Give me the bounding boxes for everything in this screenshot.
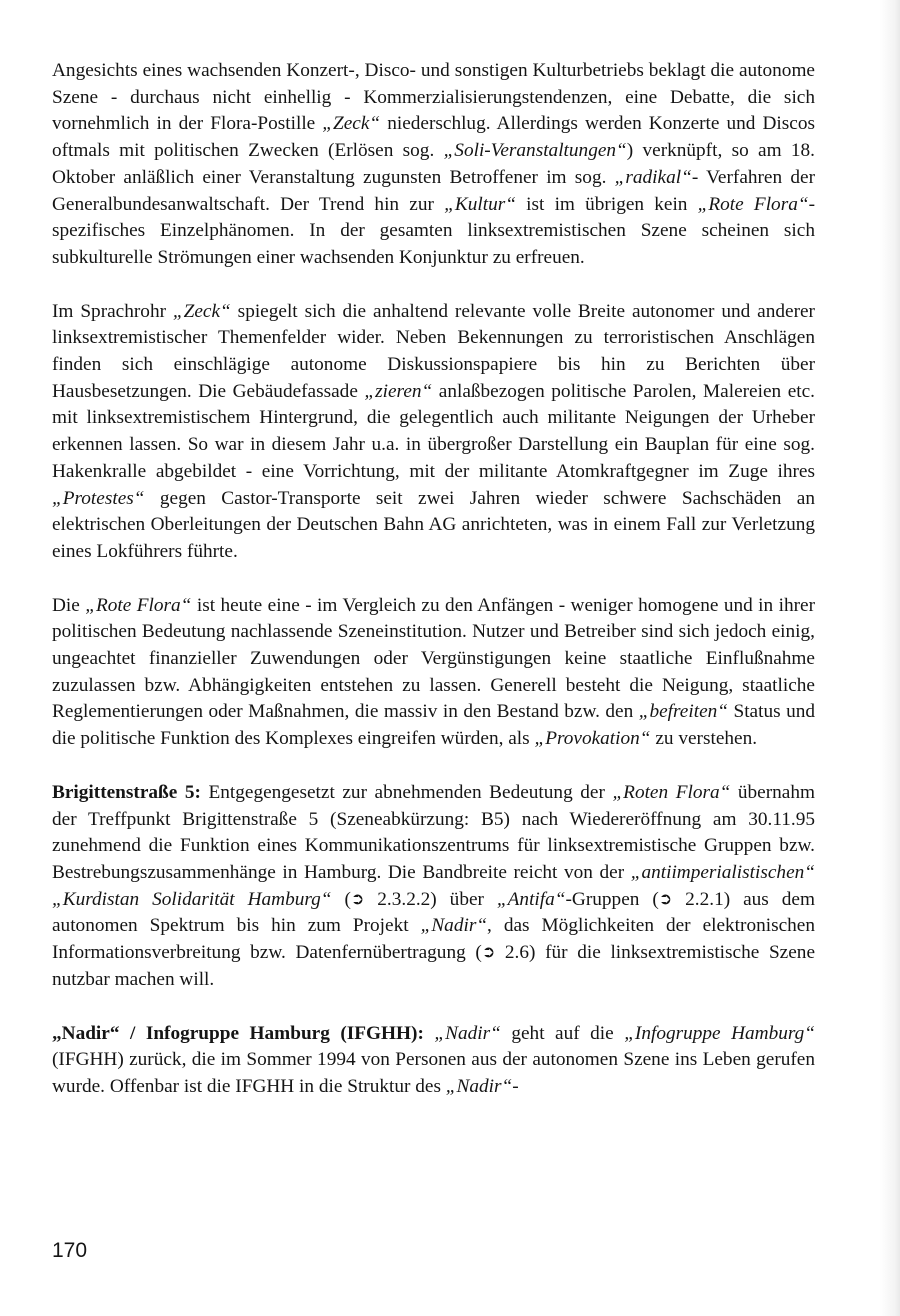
italic-term: „Nadir“	[420, 915, 488, 937]
italic-term: „Rote Flora“	[85, 594, 192, 616]
text-run	[424, 1023, 435, 1044]
body-text	[52, 58, 815, 1101]
section-heading: „Nadir“ / Infogruppe Hamburg (IFGHH):	[52, 1022, 424, 1044]
italic-term: „Antifa“	[496, 888, 566, 910]
italic-term: „Nadir“	[434, 1022, 501, 1044]
cross-reference: 2.2.1	[685, 888, 724, 910]
text-run: geht auf die	[500, 1022, 625, 1044]
paragraph-sprachrohr	[52, 299, 815, 566]
italic-term: „Provokation“	[534, 728, 651, 750]
italic-term: „Roten Flora“	[612, 781, 731, 803]
italic-term: „Kurdistan Solidarität Hamburg“	[52, 888, 332, 910]
text-run: ist heute eine - im Vergleich zu den Anfängen - weniger homogene und in ihrer politischen Bedeutung nachlassende Szeneinstitution. Nutzer und Betreiber sind sich jedoch einig, ungeachtet finanzieller Zuwendungen oder Vergünstigungen keine staatliche Einflußnahme zuzulassen bzw. Abhängigkeiten entstehen zu lassen. Generell besteht die Neigung, staatliche Reglementierungen oder Maßnahmen, die massiv in den Bestand bzw. den	[52, 594, 815, 723]
paragraph-kulturbetrieb	[52, 58, 815, 272]
italic-term: „Nadir“-	[445, 1075, 519, 1097]
paragraph-brigittenstrasse	[52, 780, 815, 994]
text-run: ) über	[430, 888, 497, 910]
italic-term: „Zeck“	[172, 300, 231, 322]
cross-reference: 2.6	[504, 942, 529, 964]
text-run: Angesichts eines wachsenden Konzert-, Disco- und sonstigen Kulturbetriebs beklagt die autonome Szene - durchaus nicht einhellig - Kommerzialisierungstendenzen, eine Debatte, die sich vornehmlich in der Flora-Postille	[52, 60, 815, 135]
paragraph-nadir	[52, 1021, 815, 1101]
cross-reference: 2.3.2.2	[377, 888, 431, 910]
text-run: Die	[52, 594, 86, 616]
right-arrow-reference-icon: ➲	[350, 888, 365, 908]
italic-term: „Rote Flora“	[697, 193, 809, 215]
section-heading: Brigittenstraße 5:	[52, 781, 201, 803]
text-run: Entgegengesetzt zur abnehmenden Bedeutung der	[200, 781, 613, 803]
text-run: spiegelt sich die anhaltend relevante volle Breite autonomer und anderer linksextremistischer Themenfelder wider. Neben Bekennungen zu terroristischen Anschlägen finden sich einschlägige autonome Diskussionspapiere bis hin zu Berichten über Hausbesetzungen. Die Gebäudefassade	[52, 300, 815, 402]
page-number: 170	[52, 1239, 88, 1262]
italic-term: „antiimperialistischen“	[630, 861, 815, 883]
text-run: anlaßbezogen politische Parolen, Malereien etc. mit linksextremistischem Hintergrund, die gelegentlich auch militante Neigungen der Urheber erkennen lassen. So war in diesem Jahr u.a. in übergroßer Darstellung ein Bauplan für eine sog. Hakenkralle abgebildet - eine Vorrichtung, mit der militante Atomkraftgegner im Zuge ihres	[52, 380, 815, 482]
text-run: - Verfahren der Generalbundesanwaltschaft. Der Trend hin zur	[52, 166, 815, 215]
text-run: übernahm der Treffpunkt Brigittenstraße 5 (Szeneabkürzung: B5) nach Wiedereröffnung am 30.11.95 zunehmend die Funktion eines Kommunikationszentrums für linksextremistische Gruppen bzw. Bestrebungszusammenhänge in Hamburg. Die Bandbreite reicht von der	[52, 781, 815, 883]
text-run: ist im übrigen kein	[515, 193, 698, 215]
text-run: (	[331, 888, 351, 910]
text-run: (IFGHH) zurück, die im Sommer 1994 von Personen aus der autonomen Szene ins Leben gerufen wurde. Offenbar ist die IFGHH in die Struktur des	[52, 1049, 815, 1097]
text-run: -spezifisches Einzelphänomen. In der gesamten linksextremistischen Szene scheinen sich subkulturelle Strömungen einer wachsenden Konjunktur zu erfreuen.	[52, 193, 815, 268]
text-run: ) für die linksextremistische Szene nutzbar machen will.	[52, 942, 816, 990]
text-run: Im Sprachrohr	[52, 300, 173, 322]
right-arrow-reference-icon: ➲	[481, 942, 496, 962]
text-run: gegen Castor-Transporte seit zwei Jahren wieder schwere Sachschäden an elektrischen Oberleitungen der Deutschen Bahn AG anrichteten, was in einem Fall zur Verletzung eines Lokführers führte.	[52, 487, 815, 562]
text-run: zu verstehen.	[650, 728, 758, 750]
text-run: -Gruppen (	[565, 888, 659, 910]
italic-term: „zieren“	[364, 380, 433, 402]
italic-term: „Protestes“	[52, 487, 145, 509]
text-run: , das Möglichkeiten der elektronischen Informationsverbreitung bzw. Datenfernübertragung (	[52, 915, 815, 964]
text-run: Status und die politische Funktion des Komplexes eingreifen würden, als	[52, 701, 815, 750]
italic-term: „Infogruppe Hamburg“	[624, 1022, 816, 1044]
paragraph-rote-flora	[52, 593, 815, 753]
italic-term: „radikal“	[614, 166, 692, 188]
italic-term: „Zeck“	[322, 113, 381, 135]
italic-term: „Kultur“	[444, 193, 516, 215]
text-run: ) aus dem autonomen Spektrum bis hin zum Projekt	[52, 888, 815, 937]
italic-term: „Soli-Veranstaltungen“	[443, 140, 627, 162]
text-run: niederschlug. Allerdings werden Konzerte und Discos oftmals mit politischen Zwecken (Erlösen sog.	[52, 113, 815, 162]
right-arrow-reference-icon: ➲	[658, 888, 673, 908]
italic-term: „befreiten“	[638, 701, 728, 723]
text-run: ) verknüpft, so am 18. Oktober anläßlich einer Veranstaltung zugunsten Betroffener im sog.	[52, 140, 815, 188]
